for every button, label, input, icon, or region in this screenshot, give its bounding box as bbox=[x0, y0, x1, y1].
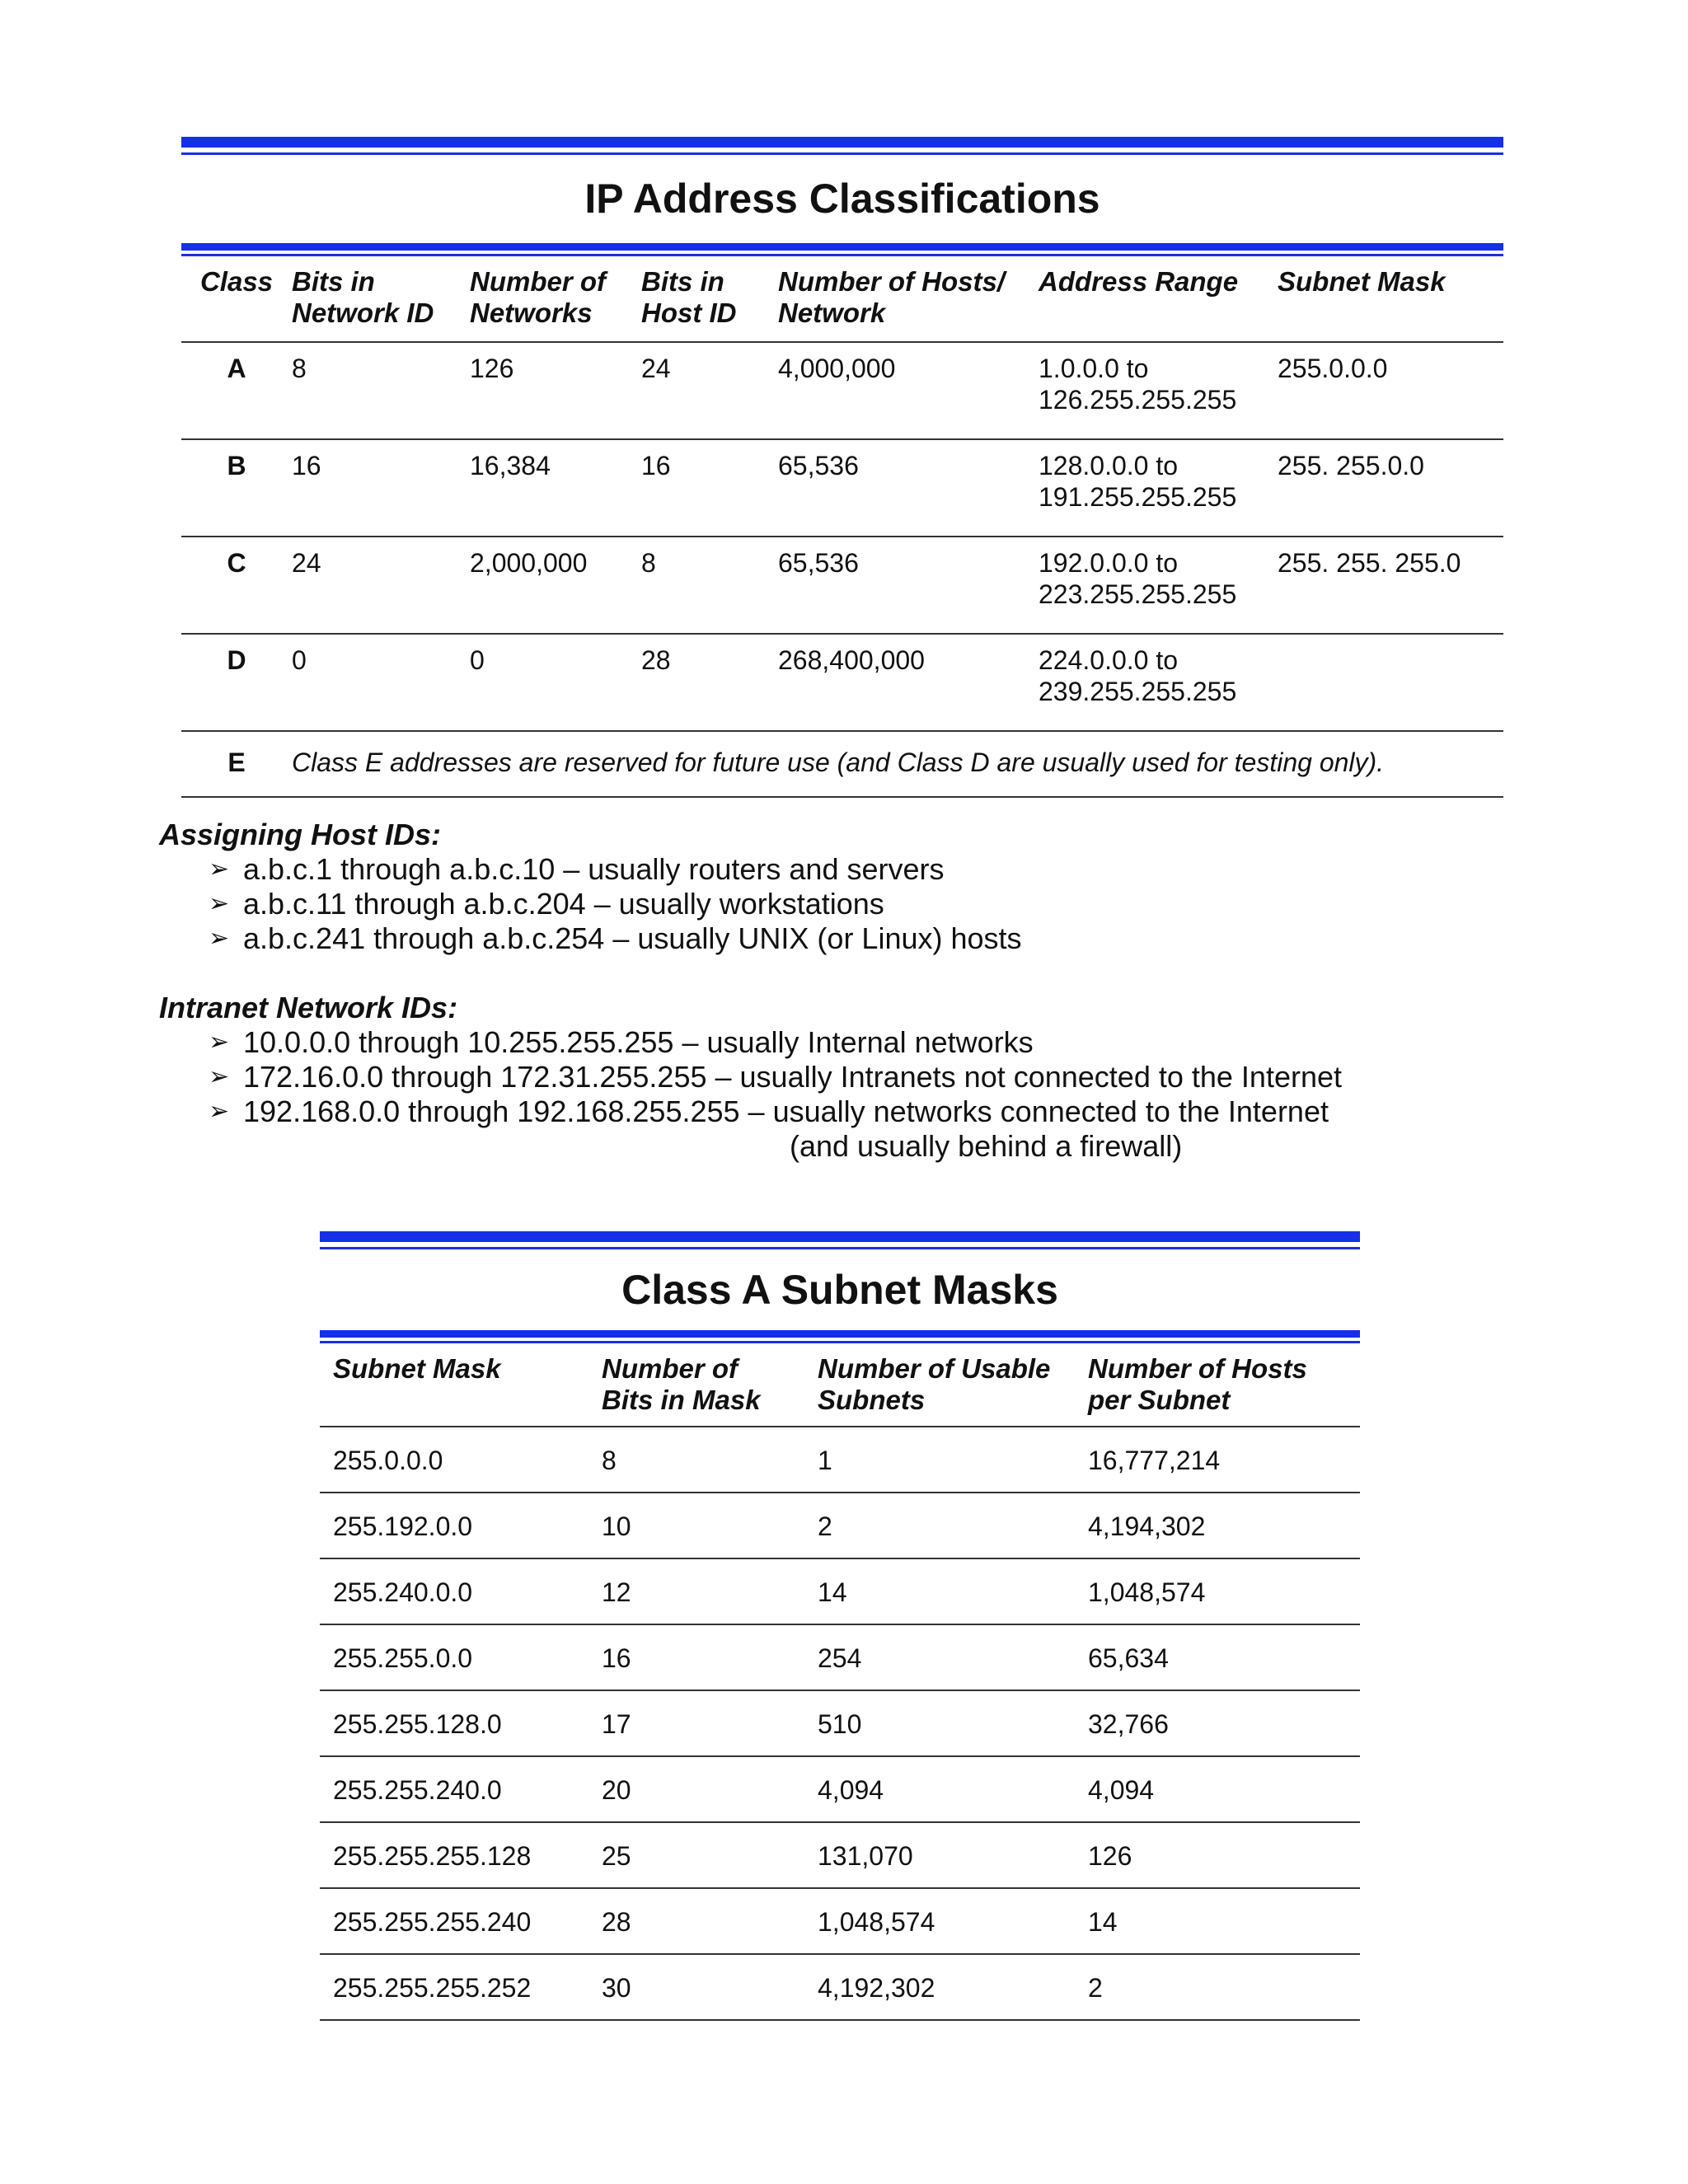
table-title: IP Address Classifications bbox=[584, 176, 1100, 222]
top-blue-rule bbox=[181, 137, 1503, 148]
cell-hosts: 4,000,000 bbox=[778, 354, 896, 383]
header-bits-host-id: Bits in Host ID bbox=[641, 266, 737, 328]
cell-hosts: 268,400,000 bbox=[778, 645, 925, 675]
top-blue-rule bbox=[320, 1231, 1360, 1242]
cell-subnets: 510 bbox=[818, 1709, 862, 1739]
table-header-row bbox=[320, 1343, 1360, 1427]
class-e-row bbox=[181, 732, 1503, 798]
section-heading: Intranet Network IDs: bbox=[159, 991, 458, 1024]
table-row bbox=[181, 440, 1503, 537]
cell-networks: 0 bbox=[470, 645, 485, 675]
cell-subnet-mask: 255.255.255.128 bbox=[333, 1841, 532, 1871]
cell-networks: 2,000,000 bbox=[470, 548, 588, 578]
cell-subnets: 4,094 bbox=[818, 1775, 884, 1805]
table-row bbox=[181, 635, 1503, 732]
cell-subnet-mask: 255.255.240.0 bbox=[333, 1775, 502, 1805]
table-row bbox=[320, 1625, 1360, 1691]
cell-hosts: 16,777,214 bbox=[1088, 1446, 1221, 1475]
cell-subnet-mask: 255.0.0.0 bbox=[1278, 354, 1388, 383]
cell-hosts: 4,194,302 bbox=[1088, 1511, 1206, 1541]
table-row bbox=[181, 343, 1503, 440]
cell-subnet-mask bbox=[1278, 644, 1503, 730]
cell-bits: 10 bbox=[602, 1511, 631, 1541]
cell-network-bits: 8 bbox=[292, 354, 307, 383]
cell-subnet-mask: 255.255.0.0 bbox=[333, 1643, 473, 1673]
cell-networks: 16,384 bbox=[470, 451, 551, 480]
cell-network-bits: 0 bbox=[292, 645, 307, 675]
arrow-bullet-icon: ➢ bbox=[209, 890, 230, 917]
header-bits-in-mask: Number of Bits in Mask bbox=[602, 1353, 761, 1415]
table-row bbox=[320, 1889, 1360, 1955]
cell-subnets: 14 bbox=[818, 1577, 847, 1607]
cell-subnet-mask: 255.192.0.0 bbox=[333, 1511, 473, 1541]
cell-network-bits: 24 bbox=[292, 548, 321, 578]
cell-bits: 8 bbox=[602, 1446, 617, 1475]
cell-host-bits: 24 bbox=[641, 354, 671, 383]
section-heading: Assigning Host IDs: bbox=[159, 818, 442, 851]
cell-address-range: 192.0.0.0 to 223.255.255.255 bbox=[1039, 548, 1237, 609]
cell-host-bits: 8 bbox=[641, 548, 656, 578]
table-row bbox=[320, 1559, 1360, 1625]
mid-blue-rule bbox=[181, 243, 1503, 251]
cell-class: D bbox=[227, 645, 246, 675]
cell-address-range: 1.0.0.0 to 126.255.255.255 bbox=[1039, 354, 1237, 415]
arrow-bullet-icon: ➢ bbox=[209, 1063, 230, 1090]
cell-hosts: 65,634 bbox=[1088, 1643, 1169, 1673]
cell-hosts: 32,766 bbox=[1088, 1709, 1169, 1739]
table-row bbox=[320, 1955, 1360, 2021]
cell-address-range: 224.0.0.0 to 239.255.255.255 bbox=[1039, 645, 1237, 706]
cell-hosts: 14 bbox=[1088, 1907, 1118, 1937]
cell-class: A bbox=[227, 354, 246, 383]
header-hosts-per-subnet: Number of Hosts per Subnet bbox=[1088, 1353, 1307, 1415]
table-row bbox=[320, 1757, 1360, 1823]
cell-subnets: 1,048,574 bbox=[818, 1907, 935, 1937]
cell-bits: 30 bbox=[602, 1973, 631, 2003]
cell-networks: 126 bbox=[470, 354, 514, 383]
header-class: Class bbox=[199, 266, 274, 297]
table-header-row bbox=[181, 256, 1503, 343]
cell-class: C bbox=[227, 548, 246, 578]
header-number-of-networks: Number of Networks bbox=[470, 266, 606, 328]
cell-bits: 16 bbox=[602, 1643, 631, 1673]
cell-subnets: 1 bbox=[818, 1446, 832, 1475]
cell-bits: 28 bbox=[602, 1907, 631, 1937]
cell-hosts: 4,094 bbox=[1088, 1775, 1155, 1805]
table-row bbox=[320, 1823, 1360, 1889]
list-item: ➢ 10.0.0.0 through 10.255.255.255 – usually Internal networks bbox=[209, 1025, 1034, 1059]
list-item: ➢ a.b.c.1 through a.b.c.10 – usually routers and servers bbox=[209, 852, 945, 886]
mid-blue-rule bbox=[320, 1330, 1360, 1338]
cell-class: B bbox=[227, 451, 246, 480]
cell-subnet-mask: 255.255.128.0 bbox=[333, 1709, 502, 1739]
list-item: ➢ 172.16.0.0 through 172.31.255.255 – usually Intranets not connected to the Internet bbox=[209, 1060, 1343, 1094]
list-item: ➢ a.b.c.11 through a.b.c.204 – usually workstations bbox=[209, 887, 884, 921]
cell-hosts: 126 bbox=[1088, 1841, 1132, 1871]
cell-host-bits: 28 bbox=[641, 645, 671, 675]
cell-bits: 25 bbox=[602, 1841, 631, 1871]
cell-hosts: 65,536 bbox=[778, 451, 859, 480]
cell-subnet-mask: 255. 255. 255.0 bbox=[1278, 548, 1461, 578]
cell-address-range: 128.0.0.0 to 191.255.255.255 bbox=[1039, 451, 1237, 512]
host-ids-section bbox=[159, 818, 1022, 956]
list-item-continuation: (and usually behind a firewall) bbox=[790, 1129, 1183, 1163]
cell-network-bits: 16 bbox=[292, 451, 321, 480]
cell-host-bits: 16 bbox=[641, 451, 671, 480]
cell-subnet-mask: 255.255.255.240 bbox=[333, 1907, 532, 1937]
table-row bbox=[320, 1691, 1360, 1757]
cell-subnets: 4,192,302 bbox=[818, 1973, 935, 2003]
cell-subnet-mask: 255.255.255.252 bbox=[333, 1973, 532, 2003]
arrow-bullet-icon: ➢ bbox=[209, 925, 230, 952]
table-row bbox=[320, 1493, 1360, 1559]
cell-bits: 12 bbox=[602, 1577, 631, 1607]
table-title: Class A Subnet Masks bbox=[621, 1267, 1058, 1313]
cell-hosts: 1,048,574 bbox=[1088, 1577, 1206, 1607]
header-hosts-per-network: Number of Hosts/ Network bbox=[778, 266, 1006, 328]
arrow-bullet-icon: ➢ bbox=[209, 855, 230, 883]
class-e-note: Class E addresses are reserved for future use (and Class D are usually used for testing only). bbox=[292, 748, 1385, 777]
list-item: ➢ 192.168.0.0 through 192.168.255.255 – usually networks connected to the Internet bbox=[209, 1094, 1329, 1128]
cell-bits: 20 bbox=[602, 1775, 631, 1805]
header-usable-subnets: Number of Usable Subnets bbox=[818, 1353, 1051, 1415]
table-row bbox=[181, 537, 1503, 635]
intranet-ids-section bbox=[159, 991, 1342, 1164]
class-a-subnet-masks-table bbox=[320, 1231, 1360, 2021]
cell-hosts: 65,536 bbox=[778, 548, 859, 578]
cell-subnet-mask: 255.0.0.0 bbox=[333, 1446, 443, 1475]
arrow-bullet-icon: ➢ bbox=[209, 1029, 230, 1056]
cell-subnets: 254 bbox=[818, 1643, 862, 1673]
table-row bbox=[320, 1427, 1360, 1493]
header-subnet-mask: Subnet Mask bbox=[1278, 266, 1446, 297]
ip-classifications-table bbox=[181, 137, 1503, 798]
header-subnet-mask: Subnet Mask bbox=[333, 1353, 501, 1384]
cell-class: E bbox=[227, 748, 246, 777]
cell-subnets: 2 bbox=[818, 1511, 832, 1541]
cell-hosts: 2 bbox=[1088, 1973, 1103, 2003]
arrow-bullet-icon: ➢ bbox=[209, 1098, 230, 1125]
cell-subnet-mask: 255. 255.0.0 bbox=[1278, 451, 1424, 480]
header-address-range: Address Range bbox=[1039, 266, 1239, 297]
cell-subnet-mask: 255.240.0.0 bbox=[333, 1577, 473, 1607]
cell-bits: 17 bbox=[602, 1709, 631, 1739]
list-item: ➢ a.b.c.241 through a.b.c.254 – usually UNIX (or Linux) hosts bbox=[209, 921, 1022, 955]
header-bits-network-id: Bits in Network ID bbox=[292, 266, 434, 328]
cell-subnets: 131,070 bbox=[818, 1841, 913, 1871]
